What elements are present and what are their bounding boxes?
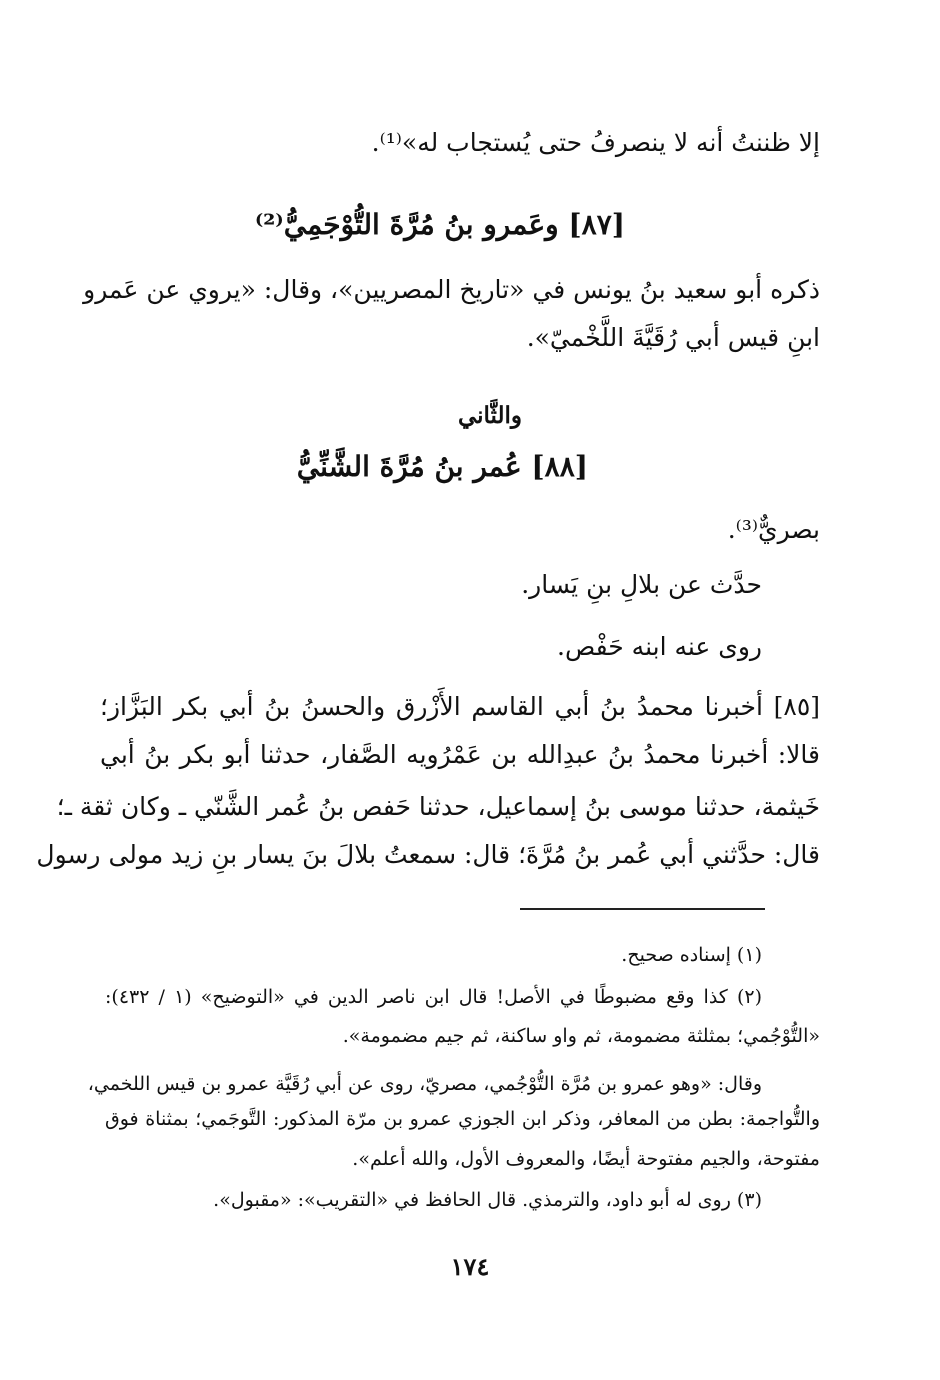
- footnote-2-line-3: وقال: «وهو عمرو بن مُرَّة التُّوْجُمي، مصريّ، روى عن أبي رُقَيَّة عمرو بن قيس اللخمي،: [87, 1073, 762, 1095]
- body-line-8: قالا: أخبرنا محمدُ بنُ عبدِالله بن عَمْرُويه الصَّفار، حدثنا أبو بكر بنُ أبي: [100, 740, 820, 769]
- footnote-2-line-4: والتُّواجمة: بطن من المعافر، وذكر ابن الجوزي عمرو بن مرّة المذكور: التَّوجَمي؛ بمثناة فوق: [105, 1108, 820, 1130]
- body-line-3: ابنِ قيس أبي رُقَيَّةَ اللَّخْميّ».: [526, 323, 820, 352]
- footnote-3: (٣) روى له أبو داود، والترمذي. قال الحافظ في «التقريب»: «مقبول».: [213, 1189, 762, 1211]
- footnote-1: (١) إسناده صحيح.: [621, 944, 762, 966]
- body-line-2: ذكره أبو سعيد بنُ يونس في «تاريخ المصريين»، وقال: «يروي عن عَمرو: [83, 275, 820, 304]
- footnote-2-line-2: «التُّوْجُمي؛ بمثلثة مضمومة، ثم واو ساكنة، ثم جيم مضمومة».: [342, 1025, 820, 1047]
- body-line-5: حدَّث عن بلالِ بنِ يَسار.: [521, 570, 762, 599]
- body-line-1: إلا ظننتُ أنه لا ينصرفُ حتى يُستجاب له»⁽¹⁾.: [371, 128, 820, 157]
- body-line-6: روى عنه ابنه حَفْص.: [557, 632, 762, 661]
- entry-88-heading: [٨٨] عُمر بنُ مُرَّةَ الشَّنِّيُّ: [296, 450, 588, 483]
- body-line-7: [٨٥] أخبرنا محمدُ بنُ أبي القاسم الأَزْرق والحسنُ بنُ أبي بكر البَزَّاز؛: [100, 692, 821, 721]
- page-number: ١٧٤: [450, 1252, 490, 1281]
- entry-87-heading: [٨٧] وعَمرو بنُ مُرَّةَ التُّوْجَمِيُّ⁽²⁾: [254, 208, 625, 241]
- footnote-separator: [520, 908, 765, 910]
- footnote-2-line-1: (٢) كذا وقع مضبوطًا في الأصل! قال ابن ناصر الدين في «التوضيح» (١ / ٤٣٢):: [105, 986, 762, 1008]
- body-line-4: بصريٌّ⁽³⁾.: [727, 515, 820, 544]
- body-line-10: قال: حدَّثني أبي عُمر بنُ مُرَّةَ؛ قال: سمعتُ بلالَ بنَ يسار بنِ زيد مولى رسول: [36, 840, 820, 869]
- second-label: والثَّاني: [457, 402, 522, 429]
- body-line-9: خَيثمة، حدثنا موسى بنُ إسماعيل، حدثنا حَفص بنُ عُمر الشَّنّي ـ وكان ثقة ـ؛: [56, 792, 820, 821]
- footnote-2-line-5: مفتوحة، والجيم مفتوحة أيضًا، والمعروف الأول، والله أعلم».: [352, 1148, 820, 1170]
